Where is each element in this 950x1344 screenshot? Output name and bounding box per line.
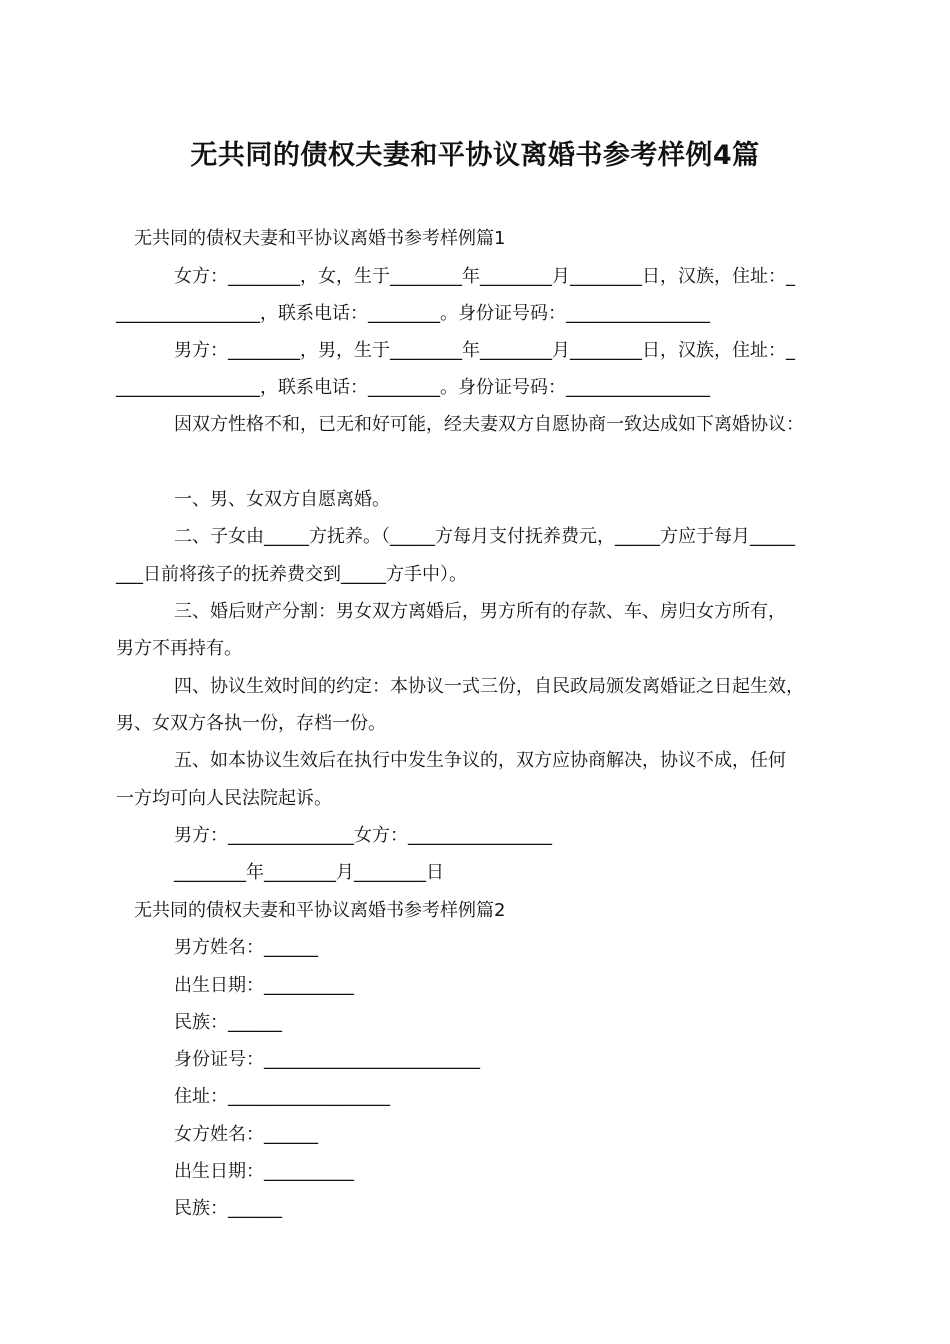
agreement-intro: 因双方性格不和，已无和好可能，经夫妻双方自愿协商一致达成如下离婚协议： — [174, 414, 804, 435]
clause-1: 一、男、女双方自愿离婚。 — [174, 489, 390, 510]
wife-contact-line: ________________，联系电话：________。身份证号码：________________ — [116, 303, 710, 324]
clause-2: 二、子女由_____方抚养。（_____方每月支付抚养费元，_____方应于每月_____ — [174, 526, 795, 547]
clause-3-cont: 男方不再持有。 — [116, 638, 242, 659]
clause-3: 三、婚后财产分割：男女双方离婚后，男方所有的存款、车、房归女方所有， — [174, 601, 786, 622]
husband-birthdate-field: 出生日期：__________ — [174, 975, 354, 996]
husband-address-field: 住址：__________________ — [174, 1086, 390, 1107]
clause-2-cont: ___日前将孩子的抚养费交到_____方手中）。 — [116, 564, 467, 585]
husband-info-line: 男方：________，男，生于________年________月________日，汉族，住址：_ — [174, 340, 795, 361]
section-heading: 无共同的债权夫妻和平协议离婚书参考样例篇2 — [134, 900, 506, 921]
section-heading: 无共同的债权夫妻和平协议离婚书参考样例篇1 — [134, 228, 506, 249]
clause-4: 四、协议生效时间的约定：本协议一式三份，自民政局颁发离婚证之日起生效， — [174, 676, 804, 697]
clause-5: 五、如本协议生效后在执行中发生争议的，双方应协商解决，协议不成，任何 — [174, 750, 786, 771]
wife-name-field: 女方姓名：______ — [174, 1124, 318, 1145]
date-line: ________年________月________日 — [174, 862, 444, 883]
wife-info-line: 女方：________，女，生于________年________月________日，汉族，住址：_ — [174, 266, 795, 287]
husband-name-field: 男方姓名：______ — [174, 937, 318, 958]
husband-id-field: 身份证号：________________________ — [174, 1049, 480, 1070]
husband-contact-line: ________________，联系电话：________。身份证号码：________________ — [116, 377, 710, 398]
document-title: 无共同的债权夫妻和平协议离婚书参考样例4篇 — [190, 140, 760, 171]
signature-line: 男方：______________女方：________________ — [174, 825, 552, 846]
wife-birthdate-field: 出生日期：__________ — [174, 1161, 354, 1182]
husband-ethnicity-field: 民族：______ — [174, 1012, 282, 1033]
clause-4-cont: 男、女双方各执一份，存档一份。 — [116, 713, 386, 734]
wife-ethnicity-field: 民族：______ — [174, 1198, 282, 1219]
clause-5-cont: 一方均可向人民法院起诉。 — [116, 788, 332, 809]
